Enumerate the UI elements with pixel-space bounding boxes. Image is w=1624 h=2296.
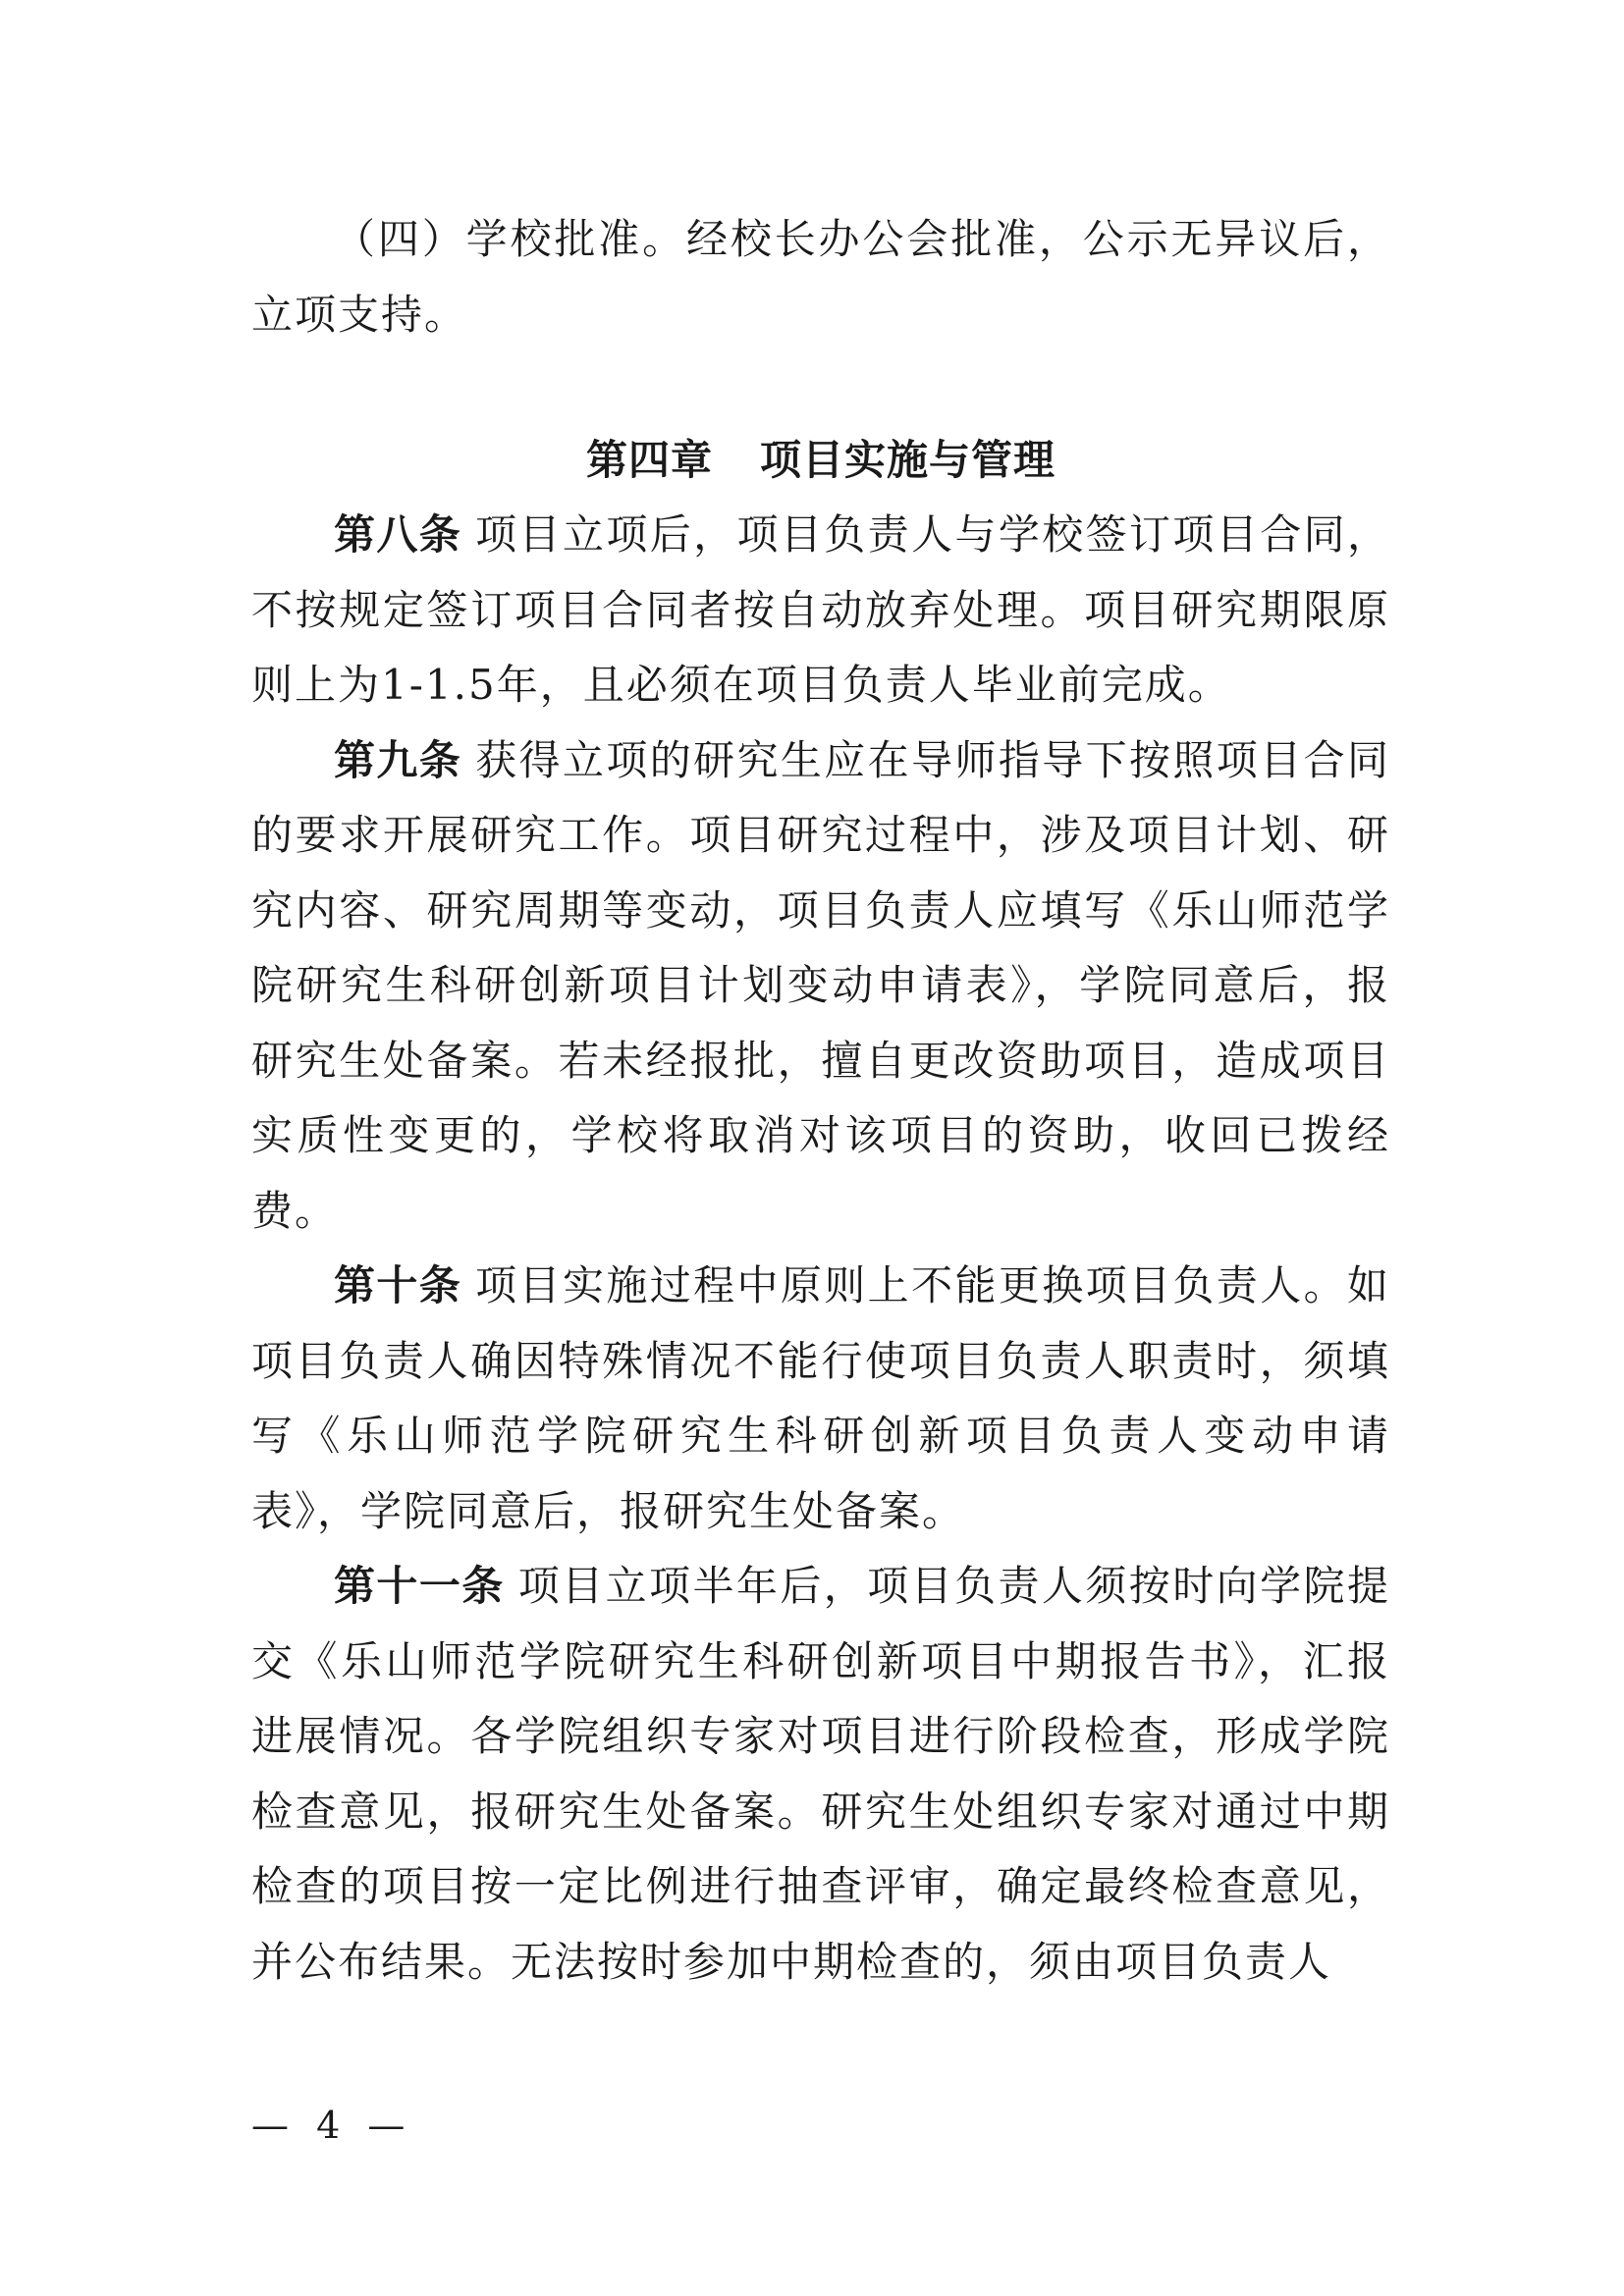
chapter-title: 项目实施与管理 (760, 436, 1056, 484)
article-8 (251, 498, 1390, 723)
article-lead: 第十一条 (334, 1562, 505, 1610)
article-lead: 第十条 (334, 1261, 462, 1309)
paragraph-text: （四）学校批准。经校长办公会批准，公示无异议后，立项支持。 (251, 215, 1390, 339)
document-body (251, 202, 1390, 2000)
article-text: 项目立项后，项目负责人与学校签订项目合同，不按规定签订项目合同者按自动放弃处理。项目研究期限原则上为1-1.5年，且必须在项目负责人毕业前完成。 (251, 510, 1390, 709)
article-9 (251, 723, 1390, 1250)
article-text: 项目实施过程中原则上不能更换项目负责人。如项目负责人确因特殊情况不能行使项目负责人职责时，须填写《乐山师范学院研究生科研创新项目负责人变动申请表》，学院同意后，报研究生处备案。 (251, 1261, 1390, 1535)
article-11 (251, 1549, 1390, 2000)
article-lead: 第九条 (334, 735, 462, 784)
paragraph-school-approval (251, 202, 1390, 352)
chapter-number: 第四章 (585, 436, 713, 484)
article-lead: 第八条 (334, 510, 462, 559)
article-text: 获得立项的研究生应在导师指导下按照项目合同的要求开展研究工作。项目研究过程中，涉及项目计划、研究内容、研究周期等变动，项目负责人应填写《乐山师范学院研究生科研创新项目计划变动申请表》，学院同意后，报研究生处备案。若未经报批，擅自更改资助项目，造成项目实质性变更的，学校将取消对该项目的资助，收回已拨经费。 (251, 735, 1390, 1235)
article-text: 项目立项半年后，项目负责人须按时向学院提交《乐山师范学院研究生科研创新项目中期报告书》，汇报进展情况。各学院组织专家对项目进行阶段检查，形成学院检查意见，报研究生处备案。研究生处组织专家对通过中期检查的项目按一定比例进行抽查评审，确定最终检查意见，并公布结果。无法按时参加中期检查的，须由项目负责人 (251, 1562, 1390, 1986)
article-10 (251, 1249, 1390, 1549)
chapter-heading (251, 352, 1390, 498)
page-number: — 4 — (251, 2104, 413, 2147)
